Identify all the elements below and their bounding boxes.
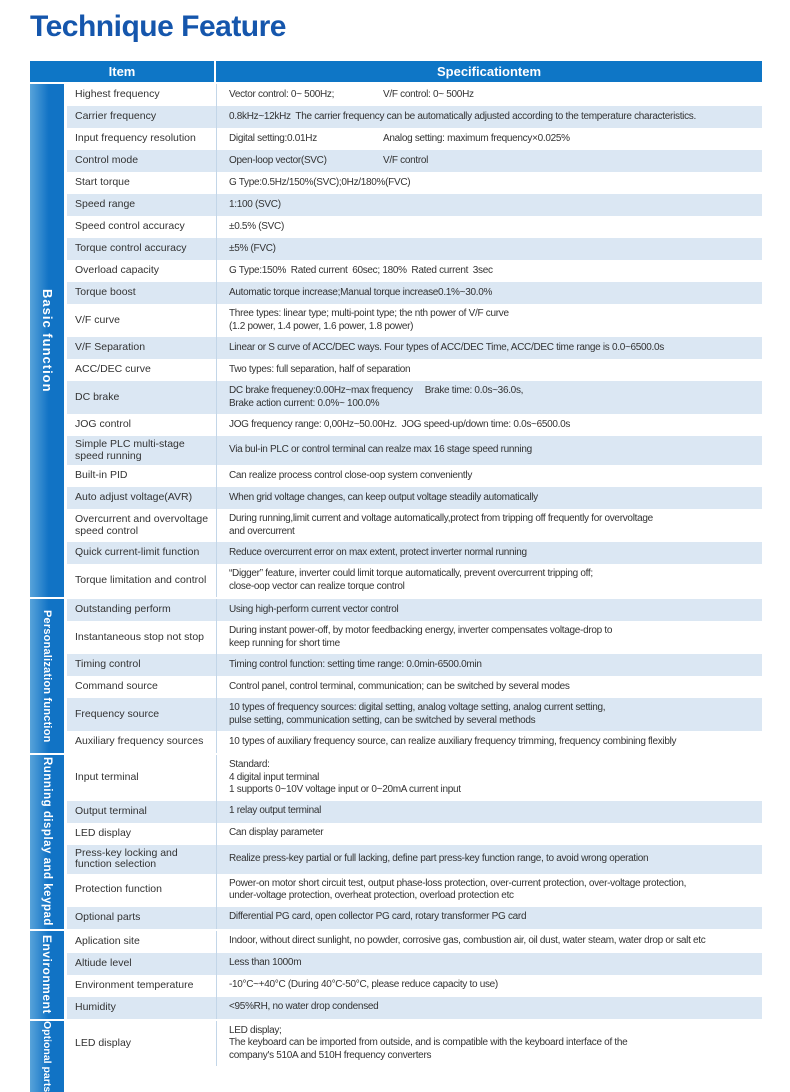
item-cell: Highest frequency — [75, 88, 160, 101]
spec-cell — [216, 194, 762, 216]
section-label: Optional parts — [41, 1020, 53, 1092]
spec-segment: Power-on motor short circuit test, output phase-loss protection, over-current protection, over-voltage protection, — [229, 877, 687, 889]
spec-cell — [216, 106, 762, 128]
spec-segment: Digital setting:0.01Hz — [229, 132, 317, 144]
item-cell: Press-key locking and function selection — [75, 846, 178, 870]
table-row — [67, 1021, 762, 1067]
spec-segment: Via bul-in PLC or control terminal can realze max 16 stage speed running — [229, 444, 532, 456]
section-label: Environment — [40, 935, 54, 1014]
table-row — [67, 621, 762, 654]
table-row — [67, 359, 762, 381]
spec-segment: ±0.5% (SVC) — [229, 220, 284, 232]
table-section — [30, 755, 762, 929]
table-row — [67, 194, 762, 216]
spec-segment: Linear or S curve of ACC/DEC ways. Four types of ACC/DEC Time, ACC/DEC time range is 0.0~6500.0s — [229, 341, 664, 353]
spec-segment: G Type:0.5Hz/150%(SVC);0Hz/180%(FVC) — [229, 176, 411, 188]
spec-segment: -10°C~+40°C (During 40°C-50°C, please reduce capacity to use) — [229, 979, 498, 991]
spec-segment: Indoor, without direct sunlight, no powder, corrosive gas, combustion air, oil dust, water steam, water drop or salt etc — [229, 935, 706, 947]
column-header-specification: Specificationtem — [216, 61, 762, 82]
item-cell: Instantaneous stop not stop — [75, 630, 205, 643]
spec-cell — [216, 238, 762, 260]
spec-cell — [216, 260, 762, 282]
spec-cell — [216, 599, 762, 621]
item-cell: Command source — [75, 680, 158, 693]
spec-cell — [216, 953, 762, 975]
spec-segment: 4 digital input terminal — [229, 771, 320, 783]
spec-segment: 1 relay output terminal — [229, 805, 322, 817]
item-cell: Auto adjust voltage(AVR) — [75, 491, 193, 504]
spec-line — [229, 911, 760, 924]
spec-line — [229, 805, 760, 818]
spec-segment: JOG frequency range: 0,00Hz~50.00Hz. JOG speed-up/down time: 0.0s~6500.0s — [229, 418, 571, 430]
spec-segment: DC brake frequeney:0.00Hz~max frequency — [229, 385, 413, 396]
table-row — [67, 931, 762, 953]
spec-cell — [216, 698, 762, 731]
spec-cell — [216, 436, 762, 465]
spec-cell — [216, 621, 762, 654]
table-body — [30, 84, 762, 1092]
spec-cell — [216, 1021, 762, 1067]
table-row — [67, 676, 762, 698]
item-cell: Environment temperature — [75, 978, 194, 991]
table-row — [67, 304, 762, 337]
item-cell: Carrier frequency — [75, 110, 157, 123]
table-row — [67, 106, 762, 128]
spec-line — [229, 604, 760, 617]
spec-segment: Differential PG card, open collector PG card, rotary transformer PG card — [229, 911, 527, 923]
spec-cell — [216, 337, 762, 359]
spec-line — [229, 513, 760, 526]
spec-line — [229, 581, 760, 594]
section-rows — [67, 599, 762, 753]
spec-cell — [216, 509, 762, 542]
table-row — [67, 509, 762, 542]
spec-cell — [216, 282, 762, 304]
spec-segment: During running,limit current and voltage automatically,protect from tripping off frequently for overvoltage — [229, 513, 653, 524]
table-row — [67, 414, 762, 436]
page-title: Technique Feature — [30, 10, 286, 43]
spec-cell — [216, 931, 762, 953]
table-row — [67, 731, 762, 753]
section-sidebar — [30, 599, 64, 753]
spec-cell — [216, 128, 762, 150]
spec-line — [229, 681, 760, 694]
spec-line — [229, 398, 760, 411]
spec-cell — [216, 216, 762, 238]
table-row — [67, 436, 762, 465]
table-section — [30, 84, 762, 597]
item-cell: Timing control — [75, 658, 141, 671]
table-row — [67, 465, 762, 487]
spec-segment: 1:100 (SVC) — [229, 198, 281, 210]
table-row — [67, 128, 762, 150]
item-cell: DC brake — [75, 390, 120, 403]
spec-cell — [216, 907, 762, 929]
spec-line — [229, 1001, 760, 1014]
table-row — [67, 997, 762, 1019]
spec-segment: Three types: linear type; multi-point type; the nth power of V/F curve — [229, 308, 509, 319]
spec-segment: 1 supports 0~10V voltage input or 0~20mA current input — [229, 784, 461, 795]
table-row — [67, 564, 762, 597]
table-row — [67, 698, 762, 731]
section-sidebar — [30, 84, 64, 597]
spec-line — [229, 759, 760, 772]
table-row — [67, 907, 762, 929]
item-cell: Protection function — [75, 883, 162, 896]
item-cell: Built-in PID — [75, 469, 128, 482]
item-cell: Aplication site — [75, 934, 140, 947]
item-cell: Torque boost — [75, 286, 136, 299]
spec-segment: company's 510A and 510H frequency converters — [229, 1049, 432, 1061]
spec-segment: pulse setting, communication setting, can be switched by several methods — [229, 714, 536, 726]
spec-line — [229, 321, 760, 334]
spec-line — [229, 568, 760, 581]
spec-table — [30, 61, 762, 1092]
table-row — [67, 487, 762, 509]
spec-line — [229, 492, 760, 505]
spec-cell — [216, 731, 762, 753]
spec-line — [229, 221, 760, 234]
table-row — [67, 599, 762, 621]
table-row — [67, 216, 762, 238]
table-section — [30, 599, 762, 753]
table-row — [67, 953, 762, 975]
item-cell: Overload capacity — [75, 264, 160, 277]
spec-cell — [216, 542, 762, 564]
spec-line — [229, 364, 760, 377]
spec-segment: Open-loop vector(SVC) — [229, 154, 327, 166]
spec-line — [229, 470, 760, 483]
item-cell: Torque limitation and control — [75, 573, 207, 586]
item-cell: Optional parts — [75, 910, 141, 923]
spec-segment: 10 types of frequency sources: digital setting, analog voltage setting, analog current setting, — [229, 702, 606, 713]
table-row — [67, 542, 762, 564]
spec-line — [229, 265, 760, 278]
item-cell: Auxiliary frequency sources — [75, 735, 204, 748]
spec-segment: 10 types of auxiliary frequency source, can realize auxiliary frequency trimming, frequency combining flexibly — [229, 735, 677, 747]
item-cell: Speed range — [75, 198, 136, 211]
spec-cell — [216, 150, 762, 172]
table-row — [67, 654, 762, 676]
column-header-item: Item — [30, 61, 214, 82]
item-cell: Outstanding perform — [75, 603, 171, 616]
spec-line — [229, 133, 760, 146]
spec-line — [229, 957, 760, 970]
spec-segment: and overcurrent — [229, 525, 295, 537]
spec-cell — [216, 564, 762, 597]
spec-line — [229, 736, 760, 749]
spec-line — [229, 1025, 760, 1038]
spec-line — [229, 444, 760, 457]
section-rows — [67, 1021, 762, 1092]
table-row — [67, 150, 762, 172]
spec-segment: close-oop vector can realize torque control — [229, 580, 405, 592]
spec-segment: Brake action current: 0.0%~ 100.0% — [229, 397, 380, 409]
spec-line — [229, 659, 760, 672]
spec-segment: Realize press-key partial or full lacking, define part press-key function range, to avoid wrong operation — [229, 852, 649, 864]
spec-segment: Less than 1000m — [229, 957, 302, 969]
table-row — [67, 874, 762, 907]
spec-cell — [216, 801, 762, 823]
spec-cell — [216, 874, 762, 907]
spec-line — [229, 702, 760, 715]
spec-segment: ±5% (FVC) — [229, 242, 276, 254]
spec-segment: Can realize process control close-oop system conveniently — [229, 469, 473, 481]
item-cell: JOG control — [75, 418, 132, 431]
spec-line — [229, 625, 760, 638]
spec-cell — [216, 676, 762, 698]
spec-segment: During instant power-off, by motor feedbacking energy, inverter compensates voltage-drop to — [229, 625, 613, 636]
spec-segment: keep running for short time — [229, 637, 340, 649]
spec-cell — [216, 381, 762, 414]
table-row — [67, 84, 762, 106]
spec-segment: V/F control — [383, 154, 429, 166]
table-row — [67, 823, 762, 845]
item-cell: Simple PLC multi-stage speed running — [75, 438, 185, 462]
spec-segment: Automatic torque increase;Manual torque increase0.1%~30.0% — [229, 286, 493, 298]
spec-line — [229, 385, 760, 398]
spec-line — [229, 199, 760, 212]
item-cell: LED display — [75, 826, 132, 839]
item-cell: Humidity — [75, 1000, 116, 1013]
table-section — [30, 1021, 762, 1092]
table-row — [67, 381, 762, 414]
table-row — [67, 845, 762, 874]
spec-line — [229, 526, 760, 539]
item-cell: ACC/DEC curve — [75, 363, 151, 376]
spec-cell — [216, 755, 762, 801]
table-row — [67, 172, 762, 194]
item-cell: Frequency source — [75, 707, 160, 720]
spec-segment: Vector control: 0~ 500Hz; — [229, 88, 335, 100]
spec-line — [229, 342, 760, 355]
item-cell: V/F curve — [75, 313, 120, 326]
item-cell: Overcurrent and overvoltage speed control — [75, 513, 209, 537]
section-label: Basic function — [40, 288, 55, 393]
spec-line — [229, 111, 760, 124]
spec-segment: Can display parameter — [229, 827, 324, 839]
spec-segment: When grid voltage changes, can keep output voltage steadily automatically — [229, 491, 538, 503]
spec-line — [229, 979, 760, 992]
spec-line — [229, 715, 760, 728]
spec-line — [229, 308, 760, 321]
spec-segment: Analog setting: maximum frequency×0.025% — [383, 132, 570, 144]
spec-segment: “Digger” feature, inverter could limit torque automatically, prevent overcurrent tripping off; — [229, 568, 593, 579]
item-cell: V/F Separation — [75, 341, 146, 354]
spec-cell — [216, 304, 762, 337]
spec-line — [229, 853, 760, 866]
spec-line — [229, 784, 760, 797]
spec-segment: LED display; — [229, 1024, 282, 1036]
item-cell: Input terminal — [75, 771, 139, 783]
spec-segment: Control panel, control terminal, communication; can be switched by several modes — [229, 680, 570, 692]
spec-segment: Standard: — [229, 759, 270, 770]
spec-cell — [216, 172, 762, 194]
section-sidebar — [30, 755, 64, 929]
item-cell: Input frequency resolution — [75, 132, 196, 145]
spec-segment: The keyboard can be imported from outside, and is compatible with the keyboard interface of the — [229, 1037, 628, 1048]
spec-cell — [216, 975, 762, 997]
section-sidebar — [30, 931, 64, 1019]
spec-line — [229, 772, 760, 785]
spec-line — [229, 419, 760, 432]
spec-line — [229, 89, 760, 102]
spec-line — [229, 243, 760, 256]
spec-line — [229, 547, 760, 560]
spec-cell — [216, 84, 762, 106]
item-cell: Start torque — [75, 176, 130, 189]
table-row — [67, 282, 762, 304]
spec-segment: V/F control: 0~ 500Hz — [383, 88, 474, 100]
spec-cell — [216, 845, 762, 874]
table-row — [67, 260, 762, 282]
section-rows — [67, 931, 762, 1019]
section-sidebar — [30, 1021, 64, 1092]
spec-line — [229, 1037, 760, 1050]
table-row — [67, 975, 762, 997]
item-cell: Control mode — [75, 154, 139, 167]
table-row — [67, 337, 762, 359]
spec-segment: Two types: full separation, half of separation — [229, 363, 411, 375]
spec-cell — [216, 823, 762, 845]
page — [0, 6, 790, 1092]
section-label: Personalization function — [41, 609, 53, 743]
spec-line — [229, 827, 760, 840]
section-label: Running display and keypad — [41, 757, 53, 927]
spec-cell — [216, 359, 762, 381]
item-cell: Altiude level — [75, 956, 132, 969]
spec-cell — [216, 465, 762, 487]
spec-line — [229, 638, 760, 651]
spec-line — [229, 878, 760, 891]
spec-line — [229, 935, 760, 948]
spec-cell — [216, 997, 762, 1019]
spec-segment: <95%RH, no water drop condensed — [229, 1001, 379, 1013]
table-row — [67, 238, 762, 260]
item-cell: Torque control accuracy — [75, 242, 187, 255]
section-rows — [67, 84, 762, 597]
spec-segment: (1.2 power, 1.4 power, 1.6 power, 1.8 power) — [229, 320, 414, 332]
table-row — [67, 801, 762, 823]
item-cell: Speed control accuracy — [75, 220, 185, 233]
item-cell: Quick current-limit function — [75, 546, 200, 559]
spec-segment: G Type:150% Rated current 60sec; 180% Rated current 3sec — [229, 264, 493, 276]
spec-cell — [216, 414, 762, 436]
table-section — [30, 931, 762, 1019]
spec-cell — [216, 654, 762, 676]
item-cell: LED display — [75, 1036, 132, 1049]
item-cell: Output terminal — [75, 804, 147, 817]
spec-cell — [216, 487, 762, 509]
spec-line — [229, 287, 760, 300]
spec-segment: 0.8kHz~12kHz The carrier frequency can be automatically adjusted according to the temperature characteristics. — [229, 110, 696, 122]
table-row — [67, 755, 762, 801]
spec-line — [229, 177, 760, 190]
spec-segment: Reduce overcurrent error on max extent, protect inverter normal running — [229, 546, 527, 558]
spec-line — [229, 155, 760, 168]
section-rows — [67, 755, 762, 929]
table-header — [30, 61, 762, 82]
spec-segment: Timing control function: setting time range: 0.0min-6500.0min — [229, 658, 482, 670]
spec-segment: Brake time: 0.0s~36.0s, — [424, 385, 524, 396]
spec-segment: under-voltage protection, overheat protection, overload protection etc — [229, 890, 514, 901]
spec-segment: Using high-perform current vector control — [229, 603, 399, 615]
spec-line — [229, 890, 760, 903]
spec-line — [229, 1050, 760, 1063]
